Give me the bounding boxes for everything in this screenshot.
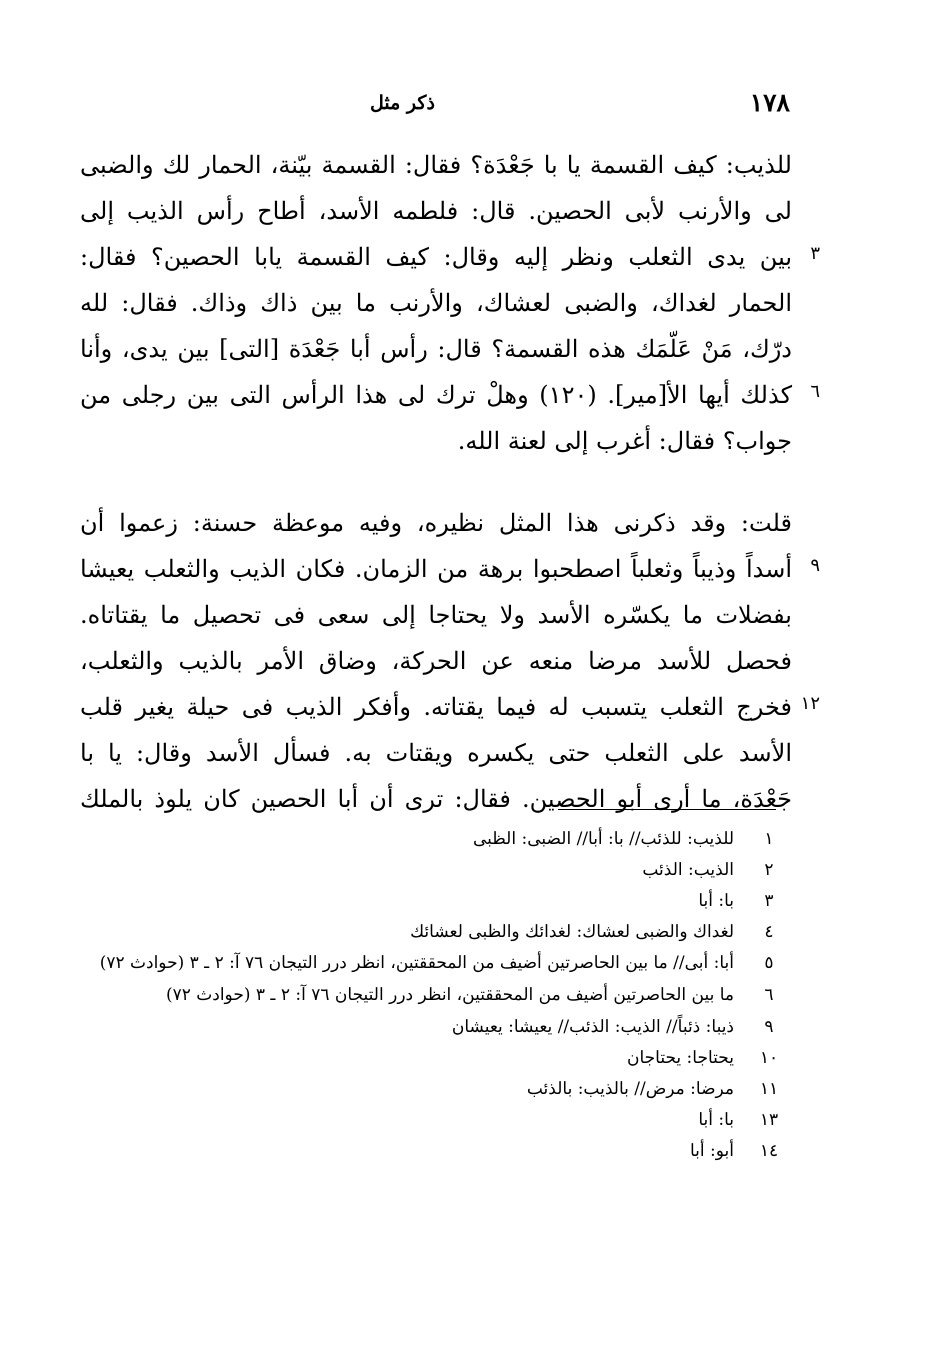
line-text: بفضلات ما يكسّره الأسد ولا يحتاجا إلى سعى فى تحصيل ما يقتاتاه. — [80, 601, 792, 629]
line-text: فحصل للأسد مرضا منعه عن الحركة، وضاق الأمر بالذيب والثعلب، — [80, 647, 792, 675]
footnote — [84, 950, 784, 982]
footnotes — [84, 826, 784, 1169]
footnote — [84, 1014, 784, 1045]
footnote-text: للذيب: للذئب// با: أبا// الضبى: الظبى — [472, 829, 734, 849]
footnote — [84, 1107, 784, 1138]
text-line — [80, 684, 820, 730]
text-line — [80, 500, 792, 546]
line-text: جواب؟ فقال: أغرب إلى لعنة الله. — [457, 427, 792, 455]
text-line — [80, 730, 792, 776]
footnote-text: أبو: أبا — [689, 1141, 734, 1161]
footnote-number: ١ — [764, 829, 774, 849]
line-text: أسداً وذيباً وثعلباً اصطحبوا برهة من الزمان. فكان الذيب والثعلب يعيشا — [80, 555, 792, 583]
text-line — [80, 418, 792, 464]
line-number: ٩ — [810, 555, 820, 576]
text-line — [80, 372, 820, 418]
text-line — [80, 776, 792, 822]
paragraph-gap — [80, 464, 792, 500]
footnote — [84, 826, 784, 857]
footnote-text: يحتاجا: يحتاجان — [626, 1048, 734, 1068]
footnote — [84, 888, 784, 919]
footnote-text: با: أبا — [698, 1110, 734, 1130]
line-text: قلت: وقد ذكرنى هذا المثل نظيره، وفيه موعظة حسنة: زعموا أن — [80, 509, 793, 537]
footnote-number: ١٤ — [759, 1141, 779, 1161]
text-line — [80, 188, 792, 234]
footnote — [84, 1076, 784, 1107]
line-number: ١٢ — [800, 693, 820, 714]
line-text: درّك، مَنْ عَلّمَك هذه القسمة؟ قال: رأس أبا جَعْدَة [التى] بين يدى، وأنا — [80, 335, 792, 363]
line-text: لى والأرنب لأبى الحصين. قال: فلطمه الأسد، أطاح رأس الذيب إلى — [80, 197, 792, 225]
footnote-text: لغداك والضبى لعشاك: لغدائك والظبى لعشائك — [410, 922, 734, 942]
page-header — [70, 88, 790, 122]
text-line — [80, 592, 792, 638]
footnote — [84, 982, 784, 1014]
line-text: فخرج الثعلب يتسبب له فيما يقتاته. وأفكر الذيب فى حيلة يغير قلب — [80, 693, 792, 721]
footnote — [84, 857, 784, 888]
footnote-number: ١٠ — [759, 1048, 779, 1068]
line-text: بين يدى الثعلب ونظر إليه وقال: كيف القسمة يابا الحصين؟ فقال: — [80, 243, 792, 271]
footnote-number: ٩ — [764, 1017, 774, 1037]
footnote-number: ١١ — [759, 1079, 779, 1099]
text-line — [80, 546, 820, 592]
footnote — [84, 1045, 784, 1076]
text-line — [80, 142, 792, 188]
text-line — [80, 234, 820, 280]
line-text: الحمار لغداك، والضبى لعشاك، والأرنب ما بين ذاك وذاك. فقال: لله — [80, 289, 792, 317]
line-text: كذلك أيها الأ[مير]. (١٢٠) وهلْ ترك لى هذا الرأس التى بين رجلى من — [80, 381, 792, 409]
footnote-number: ٦ — [764, 985, 774, 1005]
page-number: ١٧٨ — [749, 88, 790, 117]
footnote-text: ما بين الحاصرتين أضيف من المحققتين، انظر درر التيجان ٧٦ آ: ٢ ـ ٣ (حوادث ٧٢) — [165, 985, 734, 1005]
line-number: ٣ — [810, 243, 820, 264]
line-text: الأسد على الثعلب حتى يكسره ويقتات به. فسأل الأسد وقال: يا با — [80, 739, 792, 767]
footnote — [84, 919, 784, 950]
footnote-text: ذيبا: ذئباً// الذيب: الذئب// يعيشا: يعيشان — [451, 1017, 734, 1037]
footnote-text: أبا: أبى// ما بين الحاصرتين أضيف من المحققتين، انظر درر التيجان ٧٦ آ: ٢ ـ ٣ (حوادث ٧٢) — [99, 953, 734, 973]
text-line — [80, 280, 792, 326]
footnote-text: با: أبا — [698, 891, 734, 911]
text-line — [80, 638, 792, 684]
footnote-divider — [558, 809, 776, 810]
line-text: جَعْدَة، ما أرى أبو الحصين. فقال: ترى أن أبا الحصين كان يلوذ بالملك — [80, 785, 792, 813]
footnote-number: ٣ — [764, 891, 774, 911]
footnote-text: مرضا: مرض// بالذيب: بالذئب — [526, 1079, 734, 1099]
footnote — [84, 1138, 784, 1169]
footnote-number: ٥ — [764, 953, 774, 973]
line-number: ٦ — [810, 381, 820, 402]
running-title: ذكر مثل — [370, 92, 435, 114]
text-line — [80, 326, 792, 372]
footnote-number: ١٣ — [759, 1110, 779, 1130]
footnote-text: الذيب: الذئب — [642, 860, 734, 880]
line-text: للذيب: كيف القسمة يا با جَعْدَة؟ فقال: القسمة بيّنة، الحمار لك والضبى — [80, 151, 792, 179]
footnote-number: ٤ — [764, 922, 774, 942]
footnote-number: ٢ — [764, 860, 774, 880]
main-text — [80, 142, 820, 822]
